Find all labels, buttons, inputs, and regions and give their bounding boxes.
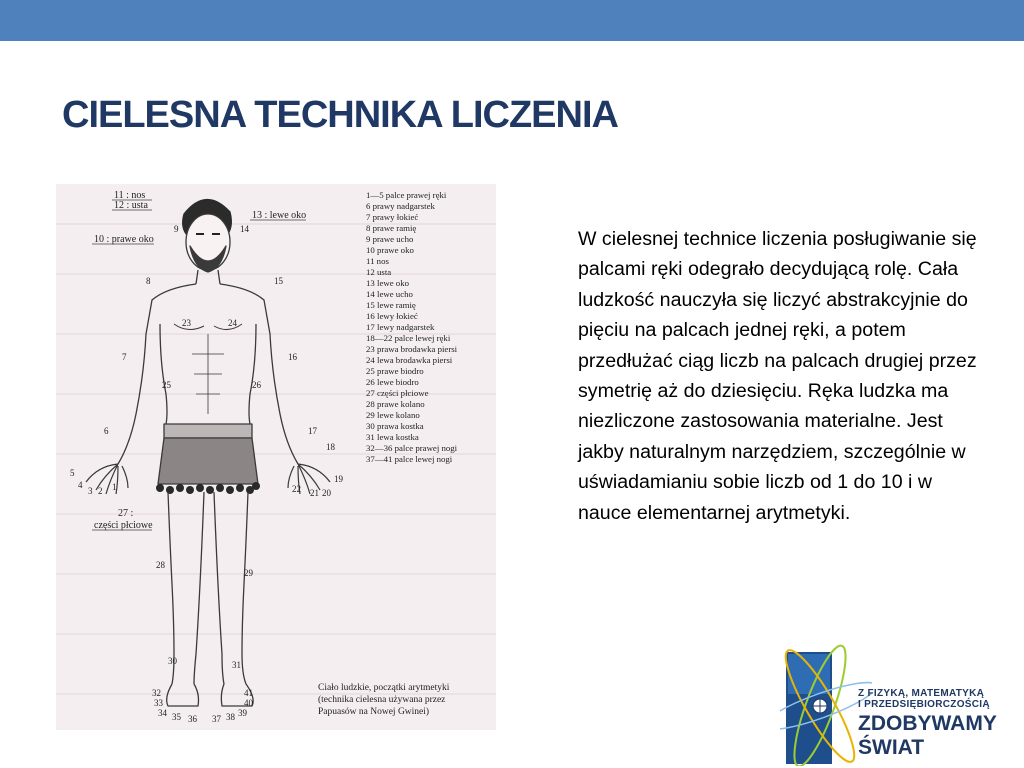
marker-39: 39 bbox=[238, 708, 247, 718]
marker-7: 7 bbox=[122, 352, 127, 362]
marker-29: 29 bbox=[244, 568, 253, 578]
legend-item: 37—41 palce lewej nogi bbox=[366, 454, 453, 464]
label-nos: 11 : nos bbox=[114, 190, 146, 201]
body-counting-figure bbox=[56, 184, 496, 730]
legend-item: 24 lewa brodawka piersi bbox=[366, 355, 453, 365]
marker-14: 14 bbox=[240, 224, 249, 234]
legend-item: 7 prawy łokieć bbox=[366, 212, 419, 222]
marker-35: 35 bbox=[172, 712, 181, 722]
legend-item: 27 części płciowe bbox=[366, 388, 429, 398]
marker-33: 33 bbox=[154, 698, 163, 708]
marker-8: 8 bbox=[146, 276, 151, 286]
marker-40: 40 bbox=[244, 698, 253, 708]
marker-6: 6 bbox=[104, 426, 109, 436]
label-czesci-plciowe: części płciowe bbox=[94, 520, 153, 531]
legend-item: 15 lewe ramię bbox=[366, 300, 416, 310]
marker-2: 2 bbox=[98, 486, 103, 496]
marker-36: 36 bbox=[188, 714, 197, 724]
caption-line: Papuasów na Nowej Gwinei) bbox=[318, 707, 430, 717]
marker-37: 37 bbox=[212, 714, 221, 724]
marker-38: 38 bbox=[226, 712, 235, 722]
marker-26: 26 bbox=[252, 380, 261, 390]
legend-item: 10 prawe oko bbox=[366, 245, 414, 255]
legend-item: 11 nos bbox=[366, 256, 389, 266]
marker-19: 19 bbox=[334, 474, 343, 484]
legend-item: 9 prawe ucho bbox=[366, 234, 414, 244]
logo-line-3: ZDOBYWAMY bbox=[858, 712, 997, 735]
marker-23: 23 bbox=[182, 318, 191, 328]
slide-title: CIELESNA TECHNIKA LICZENIA bbox=[62, 94, 618, 136]
marker-25: 25 bbox=[162, 380, 171, 390]
marker-16: 16 bbox=[288, 352, 297, 362]
figure-illustration bbox=[56, 184, 496, 730]
label-lewe-oko: 13 : lewe oko bbox=[252, 210, 307, 221]
legend-item: 14 lewe ucho bbox=[366, 289, 413, 299]
marker-5: 5 bbox=[70, 468, 75, 478]
top-accent-bar bbox=[0, 0, 1024, 41]
marker-41: 41 bbox=[244, 688, 253, 698]
marker-34: 34 bbox=[158, 708, 167, 718]
legend-item: 25 prawe biodro bbox=[366, 366, 424, 376]
label-27: 27 : bbox=[118, 508, 134, 519]
legend-item: 32—36 palce prawej nogi bbox=[366, 443, 458, 453]
legend-item: 29 lewe kolano bbox=[366, 410, 420, 420]
marker-28: 28 bbox=[156, 560, 165, 570]
legend-item: 23 prawa brodawka piersi bbox=[366, 344, 458, 354]
marker-3: 3 bbox=[88, 486, 93, 496]
marker-31: 31 bbox=[232, 660, 241, 670]
marker-17: 17 bbox=[308, 426, 317, 436]
legend-item: 13 lewe oko bbox=[366, 278, 409, 288]
legend-item: 17 lewy nadgarstek bbox=[366, 322, 435, 332]
label-prawe-oko: 10 : prawe oko bbox=[94, 234, 154, 245]
caption-line: (technika cielesna używana przez bbox=[318, 695, 446, 705]
marker-15: 15 bbox=[274, 276, 283, 286]
logo-line-1: Z FIZYKĄ, MATEMATYKĄ bbox=[858, 688, 985, 699]
logo-line-4: ŚWIAT bbox=[858, 736, 925, 759]
marker-1: 1 bbox=[112, 482, 117, 492]
marker-22: 22 bbox=[292, 484, 301, 494]
legend-item: 26 lewe biodro bbox=[366, 377, 419, 387]
legend-item: 28 prawe kolano bbox=[366, 399, 425, 409]
body-text: W cielesnej technice liczenia posługiwanie się palcami ręki odegrało decydującą rolę. Cała ludzkość nauczyła się liczyć abstrakcyjnie do pięciu na palcach jednej ręki, a potem przedłużać ciąg liczb na palcach drugiej przez symetrię aż do dziesięciu. Ręka ludzka ma niezliczone zastosowania materialne. Jest jakby naturalnym narzędziem, szczególnie w uświadamianiu sobie liczb od 1 do 10 i w nauce elementarnej arytmetyki. bbox=[578, 228, 977, 524]
marker-21: 21 bbox=[310, 488, 319, 498]
marker-32: 32 bbox=[152, 688, 161, 698]
legend-item: 6 prawy nadgarstek bbox=[366, 201, 435, 211]
marker-20: 20 bbox=[322, 488, 331, 498]
logo-wordmark bbox=[858, 712, 997, 760]
legend-item: 1—5 palce prawej ręki bbox=[366, 190, 447, 200]
legend-item: 8 prawe ramię bbox=[366, 223, 417, 233]
caption-line: Ciało ludzkie, początki arytmetyki bbox=[318, 683, 450, 693]
legend-item: 31 lewa kostka bbox=[366, 432, 419, 442]
logo-tagline bbox=[858, 688, 990, 710]
label-usta: 12 : usta bbox=[114, 200, 148, 211]
legend bbox=[366, 190, 458, 464]
figure-caption bbox=[318, 683, 450, 717]
project-logo bbox=[772, 622, 1024, 768]
marker-30: 30 bbox=[168, 656, 177, 666]
human-figure bbox=[86, 199, 330, 706]
legend-item: 18—22 palce lewej ręki bbox=[366, 333, 451, 343]
marker-18: 18 bbox=[326, 442, 335, 452]
logo-line-2: I PRZEDSIĘBIORCZOŚCIĄ bbox=[858, 699, 990, 710]
marker-9: 9 bbox=[174, 224, 179, 234]
legend-item: 16 lewy łokieć bbox=[366, 311, 418, 321]
marker-24: 24 bbox=[228, 318, 237, 328]
marker-4: 4 bbox=[78, 480, 83, 490]
legend-item: 30 prawa kostka bbox=[366, 421, 424, 431]
legend-item: 12 usta bbox=[366, 267, 392, 277]
